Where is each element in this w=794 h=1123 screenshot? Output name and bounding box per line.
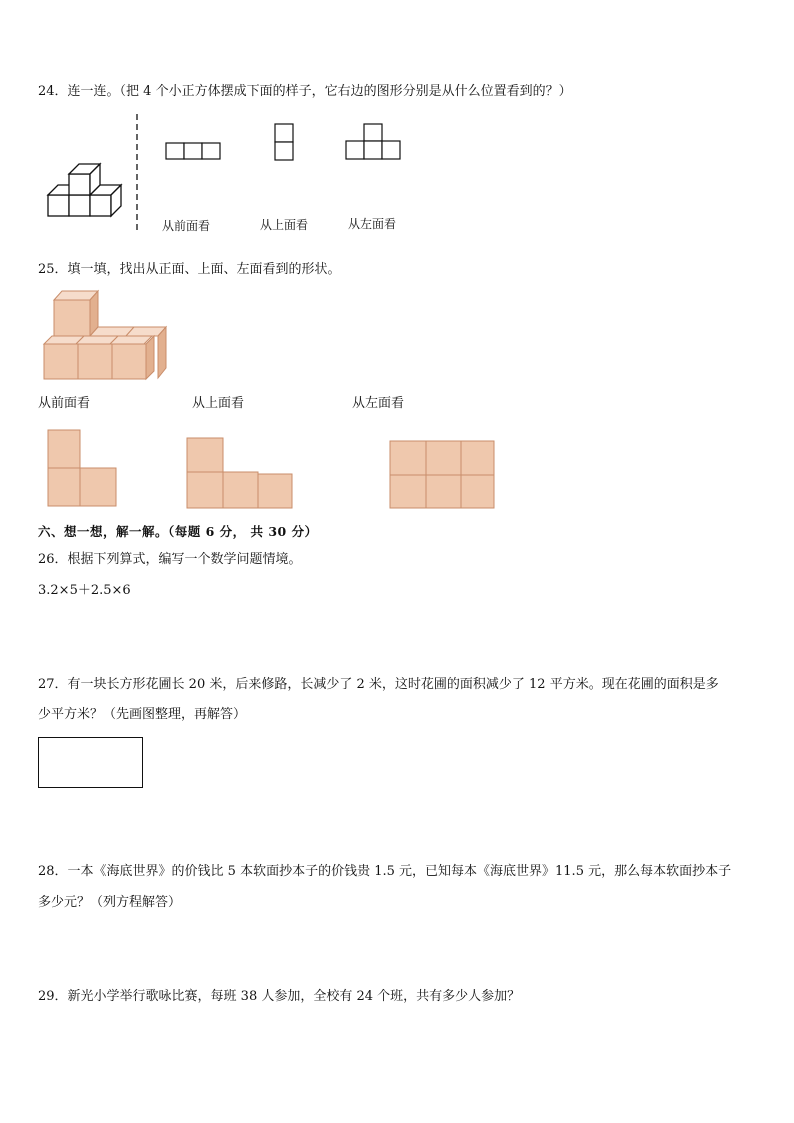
q25-shape-left xyxy=(390,441,494,508)
q24-view-two-stack xyxy=(275,124,293,160)
q24-text: 24．连一连。（把 4 个小正方体摆成下面的样子，它右边的图形分别是从什么位置看到的？） xyxy=(38,84,572,99)
q25-text: 25．填一填，找出从正面、上面、左面看到的形状。 xyxy=(38,262,341,277)
q24-cube-stack xyxy=(48,164,121,216)
q24-view-t-shape xyxy=(346,124,400,159)
q25-label-front: 从前面看 xyxy=(38,396,91,411)
q26-formula: 3.2×5＋2.5×6 xyxy=(38,583,131,598)
q28-line1: 28．一本《海底世界》的价钱比 5 本软面抄本子的价钱贵 1.5 元，已知每本《海底世界》11.5 元，那么每本软面抄本子 xyxy=(38,864,732,879)
q25-cube-model xyxy=(40,286,180,386)
q24-view-three-row xyxy=(166,143,220,159)
q24-label-front: 从前面看 xyxy=(162,219,211,233)
q25-shape-top xyxy=(187,438,292,508)
section-heading: 六、想一想，解一解。（每题 6 分， 共 30 分） xyxy=(38,524,318,539)
q28-line2: 多少元？（列方程解答） xyxy=(38,895,182,910)
q24-label-top: 从上面看 xyxy=(260,218,309,232)
q25-shape-front xyxy=(48,430,116,506)
q25-label-left: 从左面看 xyxy=(352,396,405,411)
q29-text: 29．新光小学举行歌咏比赛，每班 38 人参加，全校有 24 个班，共有多少人参加？ xyxy=(38,989,521,1004)
q27-line2: 少平方米？（先画图整理，再解答） xyxy=(38,707,247,722)
q27-drawing-box[interactable] xyxy=(38,737,143,788)
q25-label-top: 从上面看 xyxy=(192,396,245,411)
q24-label-left: 从左面看 xyxy=(348,217,397,231)
q27-line1: 27．有一块长方形花圃长 20 米，后来修路，长减少了 2 米，这时花圃的面积减少了 12 平方米。现在花圃的面积是多 xyxy=(38,677,719,692)
q25-view-shapes xyxy=(40,426,510,512)
q26-text: 26．根据下列算式，编写一个数学问题情境。 xyxy=(38,552,302,567)
